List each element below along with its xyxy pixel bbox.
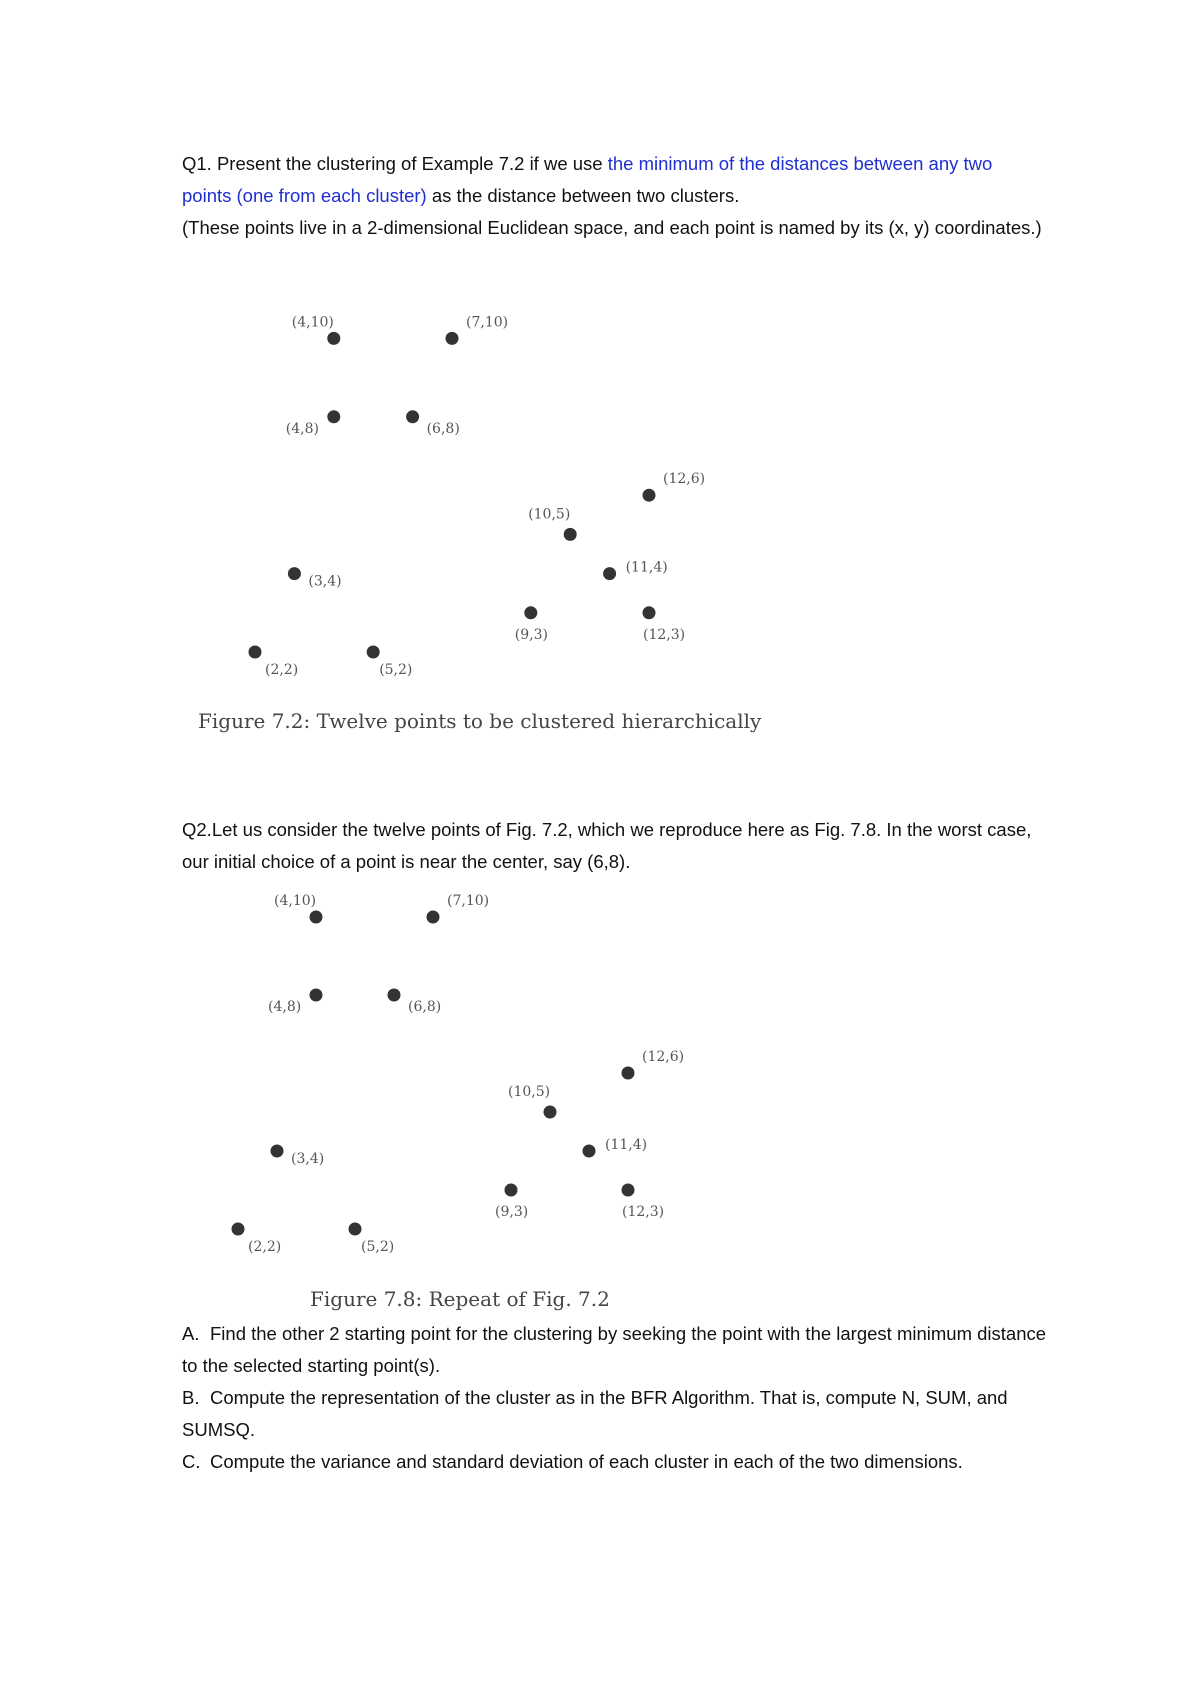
figure-7-8-point-dot — [310, 911, 323, 924]
figure-7-2-point-label: (9,3) — [514, 626, 549, 643]
figure-7-8-point-label: (11,4) — [605, 1137, 648, 1153]
figure-7-2-point-label: (2,2) — [265, 662, 299, 678]
figure-7-2-point-dot — [288, 567, 301, 580]
figure-7-8-caption: Figure 7.8: Repeat of Fig. 7.2 — [310, 1287, 610, 1311]
figure-7-2-point-dot — [564, 528, 577, 541]
figure-7-8-point-dot — [388, 989, 401, 1002]
figure-7-2-point-dot — [603, 567, 616, 580]
q1-highlight: the minimum of the distances between any two points (one from each cluster) — [182, 153, 993, 206]
q1-label: Q1. Present the clustering of Example 7.2 if we use — [182, 153, 608, 174]
figure-7-2-point-label: (10,5) — [528, 506, 571, 523]
task-b — [182, 1382, 1062, 1446]
figure-7-8-point-dot — [505, 1184, 518, 1197]
figure-7-2-point-label: (4,10) — [291, 314, 334, 331]
figure-7-2-caption: Figure 7.2: Twelve points to be clustered hierarchically — [198, 709, 762, 733]
q1-question — [182, 148, 1042, 212]
task-a-label: A. — [182, 1323, 200, 1344]
figure-7-2-point-dot — [524, 606, 537, 619]
figure-7-2-point-dot — [367, 646, 380, 659]
figure-7-8-point-label: (10,5) — [508, 1084, 551, 1100]
q2-intro: Q2.Let us consider the twelve points of Fig. 7.2, which we reproduce here as Fig. 7.8. In the worst case, our initial choice of a point is near the center, say (6,8). — [182, 819, 1032, 872]
figure-7-8-point-label: (2,2) — [248, 1239, 282, 1255]
task-c — [182, 1446, 1062, 1478]
q2-paragraph — [182, 814, 1042, 878]
task-c-text: Compute the variance and standard deviation of each cluster in each of the two dimensions. — [210, 1451, 963, 1472]
figure-7-8-point-dot — [349, 1223, 362, 1236]
figure-7-8-point-dot — [310, 989, 323, 1002]
figure-7-2-point-label: (3,4) — [308, 573, 342, 590]
task-a-text: Find the other 2 starting point for the clustering by seeking the point with the largest minimum distance to the selected starting point(s). — [182, 1323, 1047, 1376]
figure-7-8-point-label: (9,3) — [495, 1204, 529, 1220]
figure-7-2-point-dot — [643, 489, 656, 502]
q1-paragraph — [182, 148, 1042, 244]
figure-7-2-point-dot — [446, 332, 459, 345]
figure-7-8-point-label: (12,3) — [622, 1204, 665, 1220]
figure-7-2-point-label: (12,3) — [643, 626, 686, 643]
figure-7-8-point-label: (5,2) — [361, 1239, 395, 1255]
figure-7-8-point-label: (12,6) — [642, 1049, 685, 1065]
task-c-label: C. — [182, 1451, 201, 1472]
figure-7-2 — [249, 314, 706, 678]
figure-7-2-point-label: (4,8) — [285, 420, 320, 437]
task-a — [182, 1318, 1062, 1382]
figure-7-8-point-label: (6,8) — [408, 999, 442, 1015]
figure-7-8-point-label: (4,8) — [268, 999, 302, 1015]
figure-7-2-point-dot — [327, 410, 340, 423]
figure-7-2-point-dot — [643, 606, 656, 619]
figure-7-8-point-label: (7,10) — [447, 893, 490, 909]
figure-7-2-point-label: (12,6) — [663, 471, 706, 488]
figure-7-8-point-label: (4,10) — [274, 893, 317, 909]
figure-7-2-point-label: (6,8) — [426, 420, 460, 437]
figure-7-8-point-dot — [427, 911, 440, 924]
figure-7-8-point-dot — [232, 1223, 245, 1236]
figure-7-8-point-dot — [622, 1067, 635, 1080]
q1-note: (These points live in a 2-dimensional Euclidean space, and each point is named by its (x, y) coordinates.) — [182, 217, 1042, 238]
figure-7-2-point-label: (5,2) — [379, 662, 413, 678]
figure-7-2-point-label: (7,10) — [466, 314, 509, 331]
figure-7-2-point-dot — [327, 332, 340, 345]
figure-7-2-point-dot — [406, 410, 419, 423]
q1-rest: as the distance between two clusters. — [426, 185, 740, 206]
figure-7-2-point-label: (11,4) — [625, 559, 668, 576]
figure-7-8-point-dot — [271, 1145, 284, 1158]
figure-7-8-point-dot — [544, 1106, 557, 1119]
task-b-text: Compute the representation of the cluster as in the BFR Algorithm. That is, compute N, SUM, and SUMSQ. — [182, 1387, 1008, 1440]
figure-7-8-point-dot — [583, 1145, 596, 1158]
task-list — [182, 1318, 1062, 1478]
figure-7-2-point-dot — [249, 646, 262, 659]
task-b-label: B. — [182, 1387, 200, 1408]
figure-7-8-point-dot — [622, 1184, 635, 1197]
figure-7-8 — [232, 893, 685, 1255]
figure-7-8-point-label: (3,4) — [291, 1151, 325, 1167]
